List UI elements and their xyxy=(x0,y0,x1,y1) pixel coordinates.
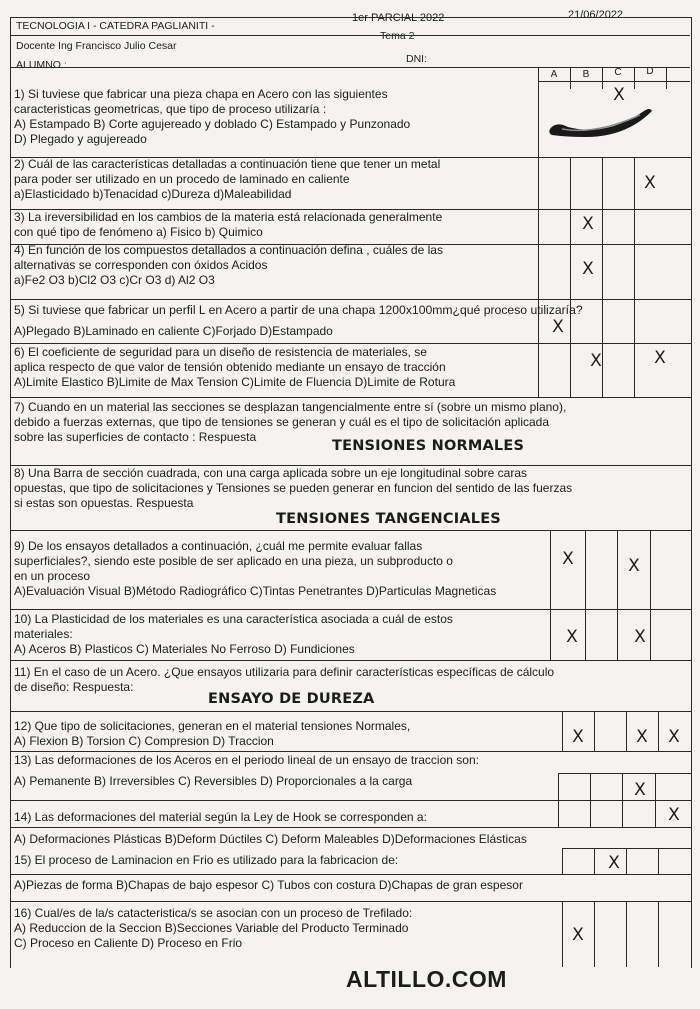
column-line xyxy=(666,67,667,89)
exam-date: 21/06/2022 xyxy=(568,9,624,21)
row-divider xyxy=(10,901,692,902)
answer-mark-9-a: X xyxy=(562,549,574,569)
answer-mark-6-d: X xyxy=(654,348,666,368)
row-divider xyxy=(10,397,692,398)
exam-sheet xyxy=(10,3,692,968)
answer-mark-14-d: X xyxy=(668,805,680,825)
answer-mark-3-b: X xyxy=(582,214,594,234)
column-line xyxy=(626,901,627,967)
column-line xyxy=(658,848,659,874)
question-7: 7) Cuando en un material las secciones se desplazan tangencialmente entre sí (sobre un mismo plano), debido a fuerzas externas, que tipo de tensiones se generan y cuál es el tipo de solicitación aplicada sobre las superficies de contacto : Respuesta xyxy=(14,400,567,444)
answer-mark-5-a: X xyxy=(552,317,564,337)
column-line xyxy=(658,711,659,751)
exam-title: 1er PARCIAL 2022 xyxy=(352,12,445,24)
row-divider xyxy=(10,530,692,531)
answer-mark-15-b: X xyxy=(608,853,620,873)
column-line xyxy=(562,848,563,874)
student-label: ALUMNO : xyxy=(16,59,67,71)
row-divider xyxy=(10,609,692,610)
question-14: 14) Las deformaciones del material según la Ley de Hook se corresponden a: A) Deformaciones Plásticas B)Deform Dúctiles C) Deform Maleables D)Deformaciones Elásticas xyxy=(14,810,527,846)
question-12: 12) Que tipo de solicitaciones, generan en el material tensiones Normales, A) Flexion B) Torsion C) Compresion D) Traccion xyxy=(14,719,411,748)
answer-8: TENSIONES TANGENCIALES xyxy=(276,511,501,527)
question-2: 2) Cuál de las características detalladas a continuación tiene que tener un metal para poder ser utilizado en un procedo de laminado en caliente a)Elasticidado b)Tenacidad c)Dureza d)Maleabilidad xyxy=(14,157,441,201)
answer-mark-10-a: X xyxy=(566,627,578,647)
answer-7: TENSIONES NORMALES xyxy=(332,438,525,454)
column-line xyxy=(538,67,539,157)
column-line xyxy=(634,157,635,397)
column-line xyxy=(617,530,618,660)
question-8: 8) Una Barra de sección cuadrada, con una carga aplicada sobre un eje longitudinal sobre caras opuestas, que tipo de solicitaciones y Tensiones se pueden generar en funcion del sentido de las fuerzas si estas son opuestas. Respuesta xyxy=(14,466,573,510)
question-13: 13) Las deformaciones de los Aceros en el periodo lineal de un ensayo de traccion son: A) Pemanente B) Irreversibles C) Reversibles D) Proporcionales a la carga xyxy=(14,753,479,788)
answer-mark-6-b: X xyxy=(590,351,602,371)
column-line xyxy=(550,530,551,660)
answer-11: ENSAYO DE DUREZA xyxy=(208,691,375,707)
answer-mark-9-c: X xyxy=(628,556,640,576)
header-divider xyxy=(10,67,690,68)
column-header-d: D xyxy=(646,66,654,77)
question-4: 4) En función de los compuestos detallados a continuación defina , cuáles de las alternativas se corresponden con óxidos Acidos a)Fe2 O3 b)Cl2 O3 c)Cr O3 d) Al2 O3 xyxy=(14,243,443,287)
column-header-c: C xyxy=(614,67,622,78)
question-6: 6) El coeficiente de seguridad para un diseño de resistencia de materiales, se aplica respecto de que valor de tensión obtenido mediante un ensayo de tracción A)Limite Elastico B)Limite de Max Tension C)Limite de Fluencia D)Limite de Rotura xyxy=(14,345,456,389)
question-10: 10) La Plasticidad de los materiales es una característica asociada a cuál de estos materiales: A) Aceros B) Plasticos C) Materiales No Ferroso D) Fundiciones xyxy=(14,612,453,656)
column-header-divider xyxy=(538,81,690,82)
question-5: 5) Si tuviese que fabricar un perfil L en Acero a partir de una chapa 1200x100mm¿qué proceso utilizaría? A)Plegado B)Laminado en caliente C)Forjado D)Estampado xyxy=(14,303,583,338)
dni-label: DNI: xyxy=(406,53,427,65)
column-header-b: B xyxy=(582,69,590,80)
row-divider xyxy=(10,751,692,752)
watermark-footer: ALTILLO.COM xyxy=(346,966,507,992)
answer-mark-1-c: X xyxy=(613,85,625,105)
column-line xyxy=(570,157,571,397)
row-divider xyxy=(562,848,692,849)
question-15: 15) El proceso de Laminacion en Frio es utilizado para la fabricacion de: A)Piezas de forma B)Chapas de bajo espesor C) Tubos con costura D)Chapas de gran espesor xyxy=(14,853,523,892)
question-11: 11) En el caso de un Acero. ¿Que ensayos utilizaria para definir características específicas de cálculo de diseño: Respuesta: xyxy=(14,665,555,694)
question-1: 1) Si tuviese que fabricar una pieza chapa en Acero con las siguientes caracteristicas geometricas, que tipo de proceso utilizaría : A) Estampado B) Corte agujereado y doblado C) Estampado y Punzonado D) Plegado y agujereado xyxy=(14,87,411,146)
answer-mark-4-b: X xyxy=(582,259,594,279)
row-divider xyxy=(10,299,692,300)
column-line xyxy=(594,711,595,751)
answer-mark-12-d: X xyxy=(668,727,680,747)
answer-mark-16-a: X xyxy=(572,925,584,945)
column-line xyxy=(626,711,627,751)
answer-mark-2-d: X xyxy=(644,173,656,193)
answer-mark-12-c: X xyxy=(636,727,648,747)
row-divider xyxy=(10,711,692,712)
column-line xyxy=(562,901,563,967)
column-line xyxy=(538,157,539,397)
column-line xyxy=(626,848,627,874)
column-line xyxy=(585,530,586,660)
teacher-name: Docente Ing Francisco Julio Cesar xyxy=(16,40,177,52)
column-line xyxy=(562,711,563,751)
question-3: 3) La ireversibilidad en los cambios de la materia está relacionada generalmente con qué tipo de fenómeno a) Fisico b) Quimico xyxy=(14,210,443,239)
header-divider xyxy=(10,35,690,36)
question-16: 16) Cual/es de la/s catacteristica/s se asocian con un proceso de Trefilado: A) Reduccion de la Seccion B)Secciones Variable del Producto Terminado C) Proceso en Caliente D) Proceso en Frio xyxy=(14,906,413,950)
column-line xyxy=(594,848,595,874)
answer-mark-12-a: X xyxy=(572,727,584,747)
answer-mark-10-c: X xyxy=(634,627,646,647)
row-divider xyxy=(558,773,692,774)
tema-label: Tema 2 xyxy=(380,30,415,42)
answer-mark-13-c: X xyxy=(634,780,646,800)
bent-sheet-part-drawing xyxy=(546,103,656,143)
question-9: 9) De los ensayos detallados a continuación, ¿cuál me permite evaluar fallas superficiales?, siendo este posible de ser aplicado en una pieza, un subproducto o en un proceso A)Evaluación Visual B)Método Radiográfico C)Tintas Penetrantes D)Particulas Magneticas xyxy=(14,539,497,598)
row-divider xyxy=(10,800,692,801)
course-title: TECNOLOGIA I - CATEDRA PAGLIANITI - xyxy=(16,20,215,32)
row-divider xyxy=(10,343,692,344)
column-line xyxy=(658,901,659,967)
column-line xyxy=(594,901,595,967)
row-divider xyxy=(10,660,692,661)
column-header-a: A xyxy=(550,69,558,80)
